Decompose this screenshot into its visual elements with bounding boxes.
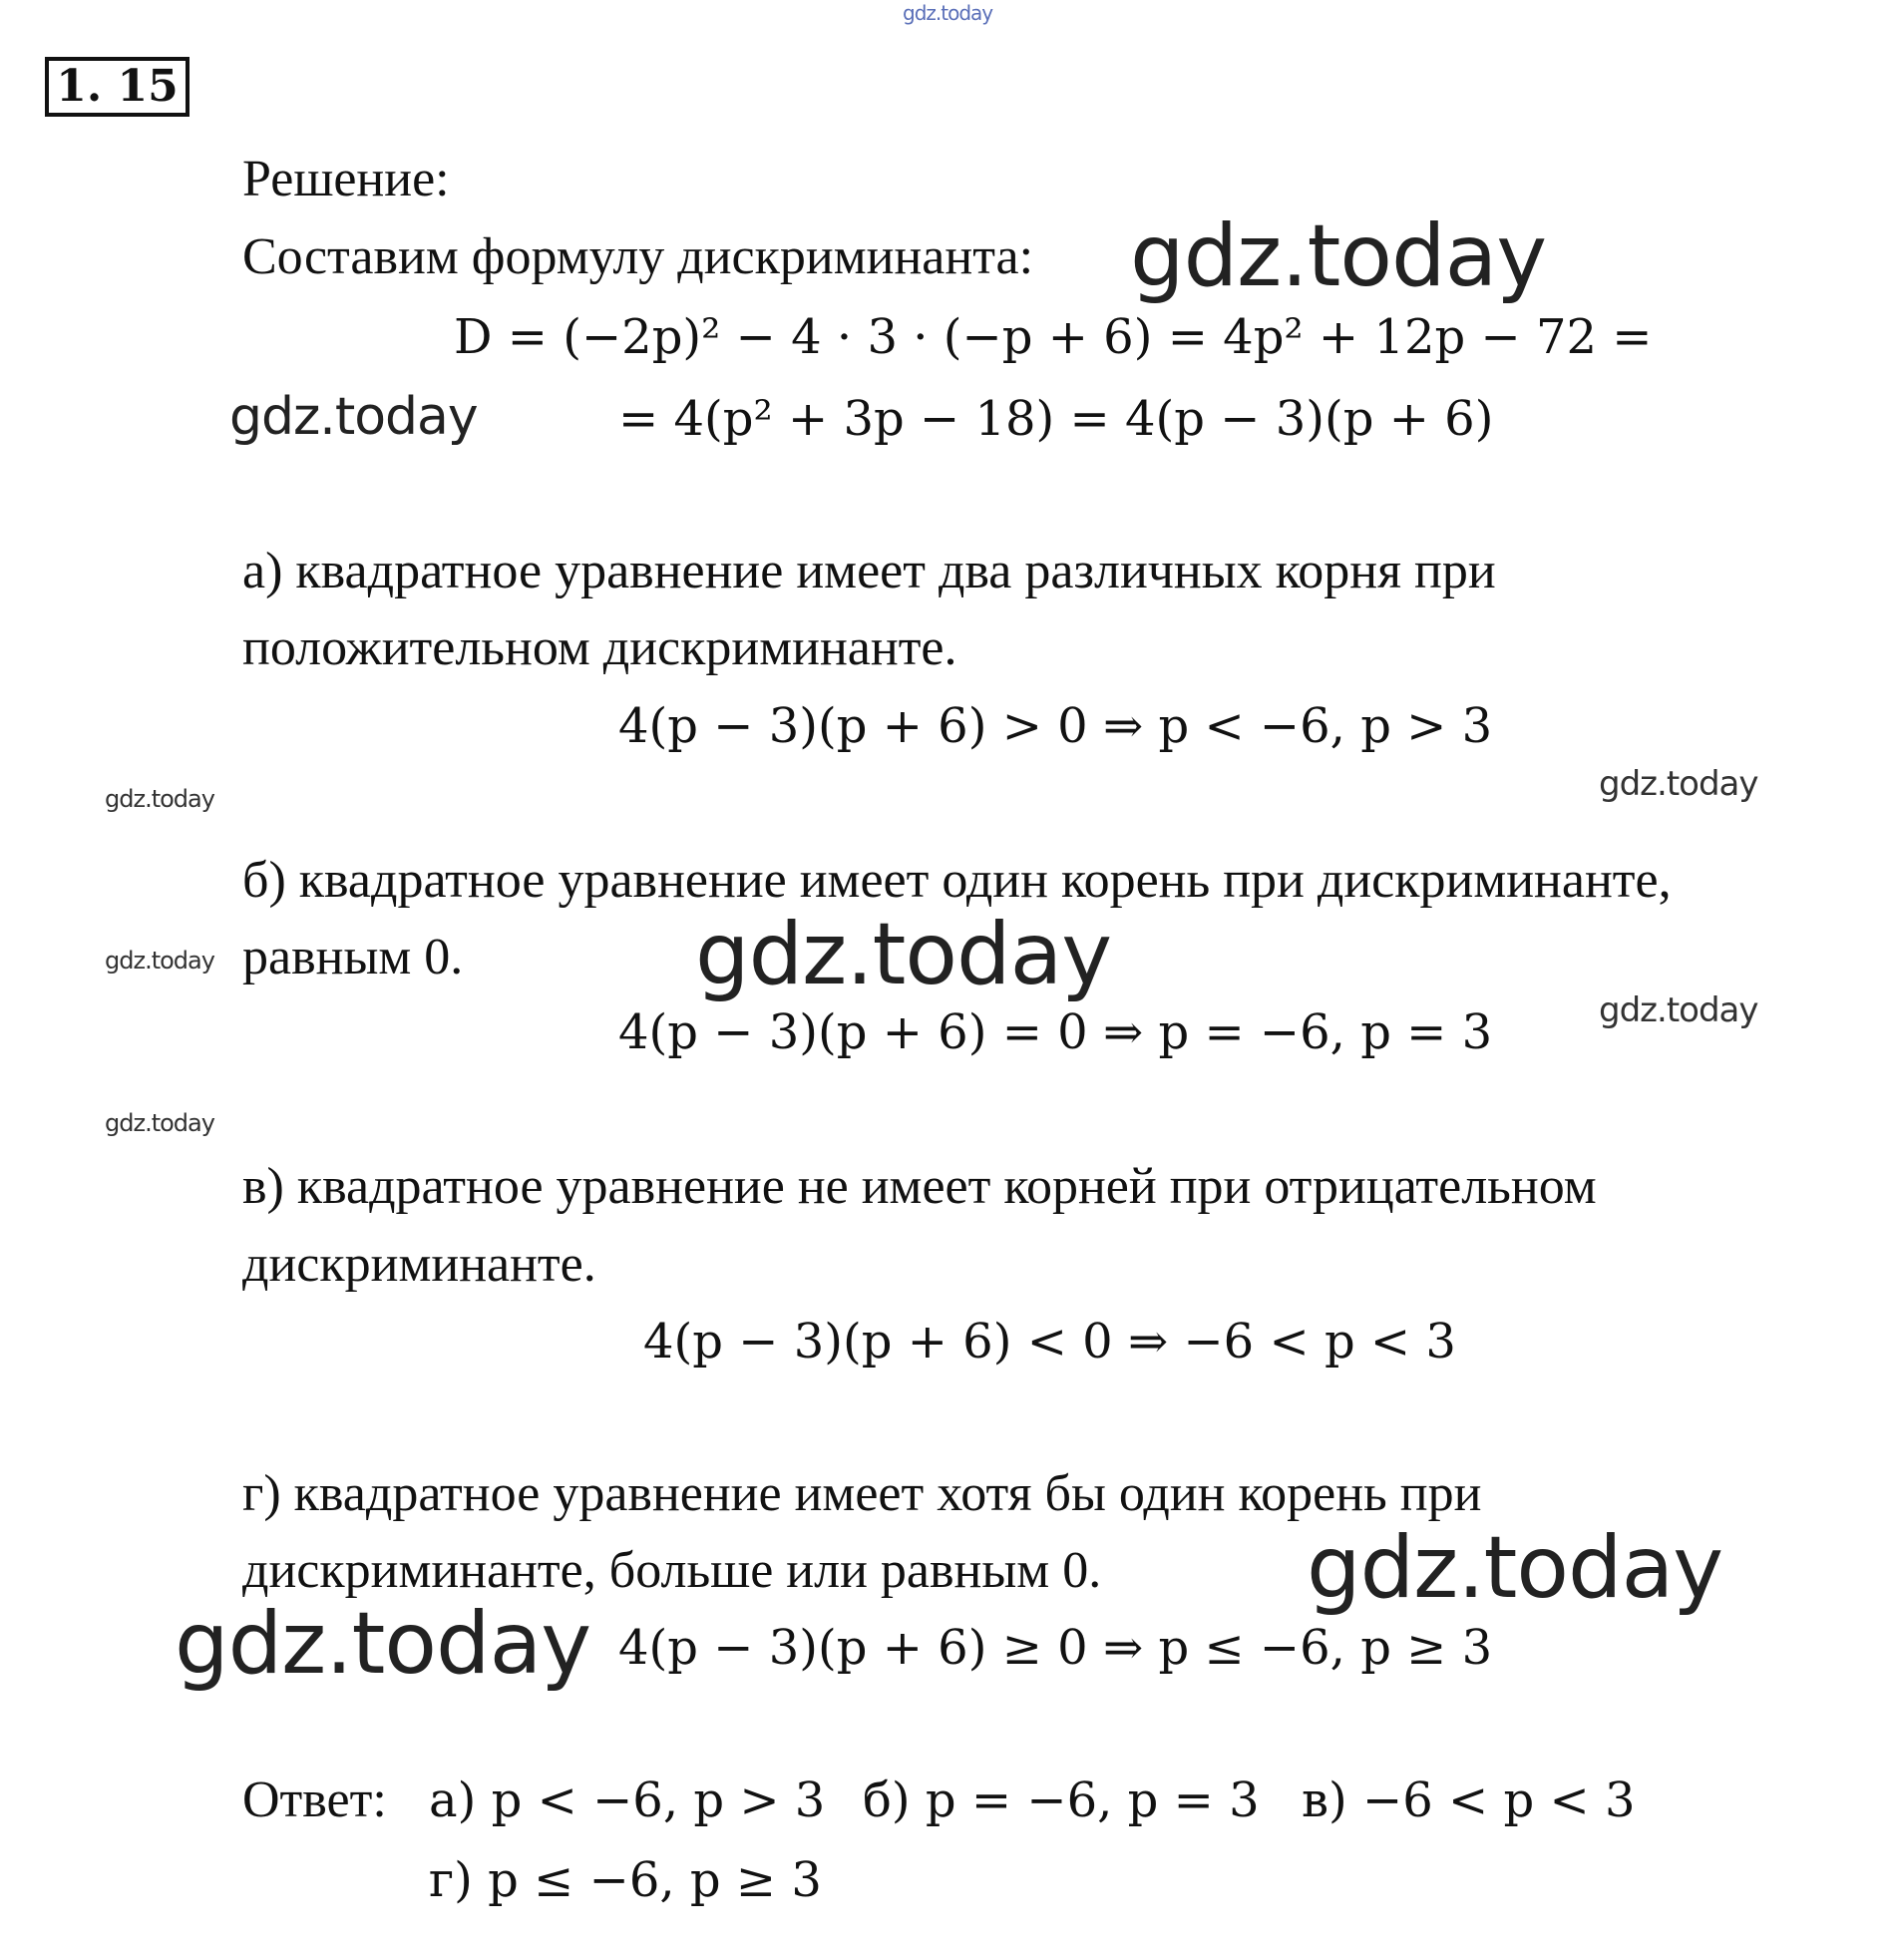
part-c-text-line1: в) квадратное уравнение не имеет корней при отрицательном bbox=[242, 1158, 1597, 1215]
discriminant-formula-line2: = 4(p² + 3p − 18) = 4(p − 3)(p + 6) bbox=[618, 391, 1494, 447]
part-d-text-line2: дискриминанте, больше или равным 0. bbox=[242, 1542, 1102, 1599]
watermark-top: gdz.today bbox=[903, 1, 993, 25]
watermark-2: gdz.today bbox=[229, 387, 478, 447]
answer-label: Ответ: bbox=[242, 1771, 387, 1828]
watermark-9: gdz.today bbox=[1307, 1518, 1723, 1618]
watermark-3: gdz.today bbox=[105, 785, 214, 813]
part-d-text-line1: г) квадратное уравнение имеет хотя бы один корень при bbox=[242, 1465, 1482, 1522]
watermark-6: gdz.today bbox=[695, 905, 1112, 1004]
watermark-8: gdz.today bbox=[105, 1109, 214, 1137]
part-b-text-line1: б) квадратное уравнение имеет один корень при дискриминанте, bbox=[242, 852, 1672, 909]
discriminant-formula-line1: D = (−2p)² − 4 · 3 · (−p + 6) = 4p² + 12p − 72 = bbox=[454, 309, 1653, 365]
part-a-math: 4(p − 3)(p + 6) > 0 ⇒ p < −6, p > 3 bbox=[618, 698, 1493, 754]
problem-number: 1. 15 bbox=[45, 57, 189, 117]
watermark-1: gdz.today bbox=[1130, 206, 1547, 306]
part-a-text-line2: положительном дискриминанте. bbox=[242, 619, 957, 676]
watermark-7: gdz.today bbox=[1599, 990, 1758, 1030]
answer-g: г) p ≤ −6, p ≥ 3 bbox=[429, 1852, 822, 1908]
answer-v: в) −6 < p < 3 bbox=[1302, 1772, 1636, 1828]
part-c-math: 4(p − 3)(p + 6) < 0 ⇒ −6 < p < 3 bbox=[643, 1314, 1456, 1370]
answer-b: б) p = −6, p = 3 bbox=[863, 1772, 1260, 1828]
discriminant-intro: Составим формулу дискриминанта: bbox=[242, 228, 1034, 285]
part-b-text-line2: равным 0. bbox=[242, 929, 464, 985]
watermark-5: gdz.today bbox=[105, 947, 214, 975]
watermark-4: gdz.today bbox=[1599, 764, 1758, 804]
part-d-math: 4(p − 3)(p + 6) ≥ 0 ⇒ p ≤ −6, p ≥ 3 bbox=[618, 1620, 1493, 1676]
watermark-10: gdz.today bbox=[175, 1594, 591, 1694]
part-a-text-line1: а) квадратное уравнение имеет два различных корня при bbox=[242, 543, 1496, 599]
solution-label: Решение: bbox=[242, 151, 450, 207]
answer-a: а) p < −6, p > 3 bbox=[429, 1772, 826, 1828]
part-c-text-line2: дискриминанте. bbox=[242, 1236, 596, 1293]
part-b-math: 4(p − 3)(p + 6) = 0 ⇒ p = −6, p = 3 bbox=[618, 1004, 1493, 1060]
